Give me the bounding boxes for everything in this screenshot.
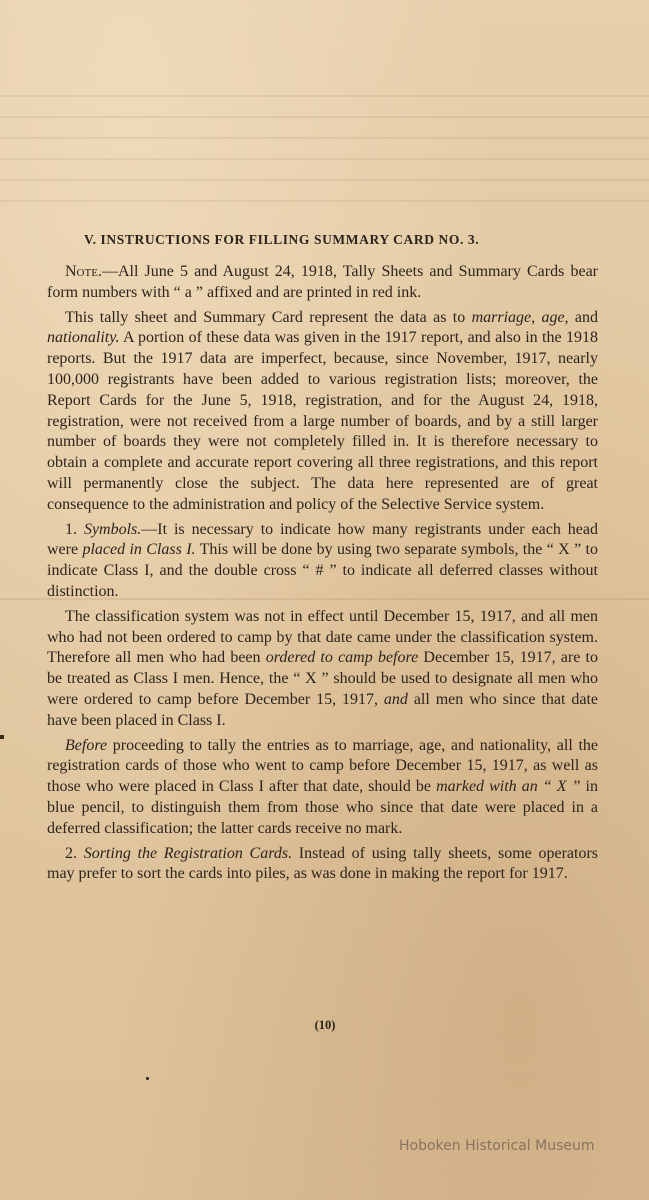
note-lead: Note — [65, 263, 98, 280]
note-paragraph — [47, 262, 598, 304]
symbols-italic-1: placed in Class I. — [82, 541, 196, 559]
page-number: (10) — [314, 1018, 336, 1032]
museum-watermark: Hoboken Historical Museum — [399, 1138, 595, 1154]
para4-text-1: proceeding to tally the entries as to marriage, age, and nationality, all the registration cards of those who went to camp before December 15, 1917, as well as those who were placed in Class I after that date, should be — [47, 736, 598, 796]
section-heading: V. INSTRUCTIONS FOR FILLING SUMMARY CARD NO. 3. — [84, 232, 480, 247]
data-description-paragraph — [47, 308, 598, 516]
para1-text-1: This tally sheet and Summary Card represent the data as to — [65, 308, 472, 326]
document-body — [47, 262, 598, 889]
ink-speck — [146, 1077, 149, 1080]
para4-italic-1: Before — [65, 736, 108, 754]
sorting-number: 2. — [65, 844, 84, 862]
para1-italic-1: marriage, age, — [471, 308, 569, 326]
para4-text-2: in blue pencil, to distinguish them from those who since that date were placed in a deferred classification; the latter cards receive no mark. — [47, 778, 598, 837]
symbols-text-2: This will be done by using two separate symbols, the “ X ” to indicate Class I, and the double cross “ # ” to indicate all deferred classes without distinction. — [47, 541, 598, 600]
edge-mark — [0, 735, 4, 739]
para3-text-1: The classification system was not in effect until December 15, 1917, and all men who had not been ordered to camp by that date came under the classification system. Therefore all men who had been — [47, 607, 598, 667]
sorting-paragraph — [47, 844, 598, 886]
reverse-side-bleed-through — [0, 95, 649, 215]
symbols-number: 1. — [65, 520, 84, 538]
para3-italic-1: ordered to camp before — [265, 649, 419, 667]
note-text: .—All June 5 and August 24, 1918, Tally Sheets and Summary Cards bear form numbers with “ a ” affixed and are printed in red ink. — [47, 263, 598, 301]
para1-text-2: and — [568, 308, 599, 326]
sorting-title: Sorting the Registration Cards. — [83, 844, 293, 862]
para3-text-2: December 15, 1917, are to be treated as Class I men. Hence, the “ X ” should be used to designate all men who were ordered to camp before December 15, 1917, — [47, 649, 598, 708]
para3-text-3: all men who since that date have been placed in Class I. — [47, 690, 598, 729]
marking-paragraph — [47, 736, 598, 840]
symbols-paragraph — [47, 520, 598, 603]
para4-italic-2: marked with an “ X ” — [436, 778, 581, 796]
sorting-text: Instead of using tally sheets, some operators may prefer to sort the cards into piles, as was done in making the report for 1917. — [47, 844, 599, 883]
symbols-text-1: —It is necessary to indicate how many registrants under each head were — [47, 520, 599, 559]
para3-italic-2: and — [383, 690, 408, 708]
para1-italic-2: nationality. — [47, 329, 120, 347]
symbols-title: Symbols. — [83, 520, 142, 538]
classification-paragraph — [47, 607, 598, 732]
para1-text-3: A portion of these data was given in the 1917 report, and also in the 1918 reports. But the 1917 data are imperfect, because, since November, 1917, nearly 100,000 registrants have been added to various registration lists; moreover, the Report Cards for the June 5, 1918, registration, and for the August 24, 1918, registration, were not received from a large number of boards, and by a still larger number of boards they were not completely filled in. It is therefore necessary to obtain a complete and accurate report covering all three registrations, and this report will permanently close the subject. The data here represented are of great consequence to the administration and policy of the Selective Service system. — [47, 329, 598, 513]
